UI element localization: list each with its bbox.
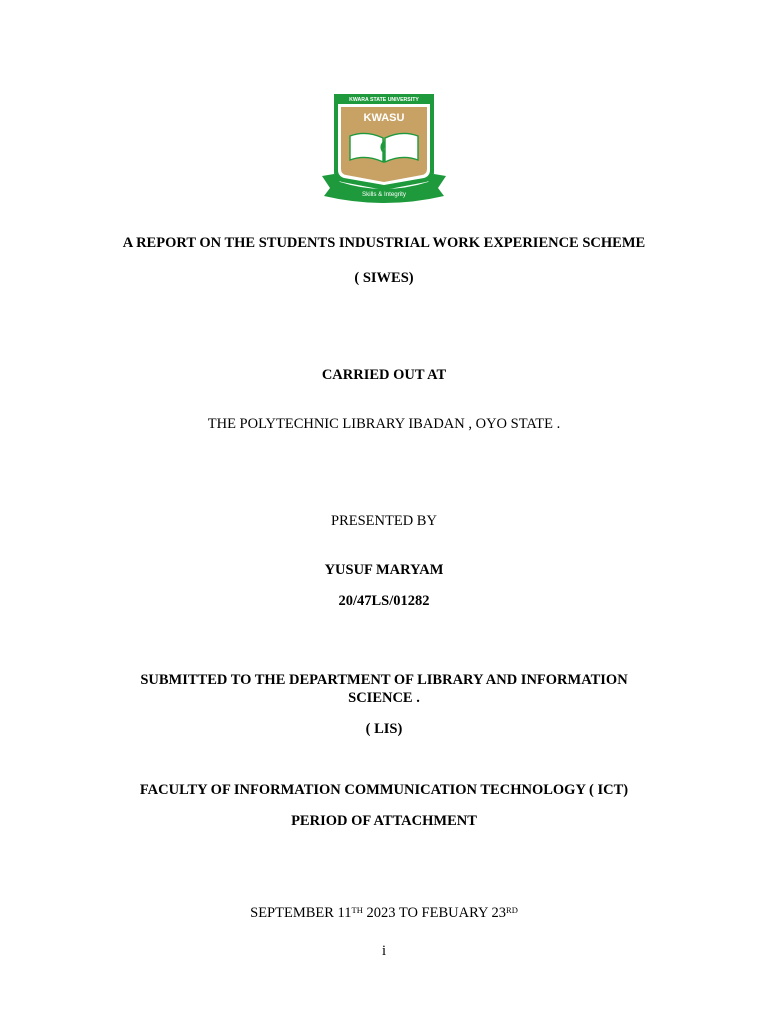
- matric-number: 20/47LS/01282: [338, 593, 430, 609]
- page-number: i: [381, 943, 387, 959]
- student-name: YUSUF MARYAM: [324, 562, 444, 578]
- attachment-dates: [0, 904, 768, 922]
- period-label: PERIOD OF ATTACHMENT: [291, 813, 477, 829]
- logo-motto: Skills & Integrity: [361, 191, 407, 198]
- placement-location: THE POLYTECHNIC LIBRARY IBADAN , OYO STATE .: [207, 416, 561, 432]
- start-date: SEPTEMBER 11: [250, 905, 352, 921]
- logo-top-text: KWARA STATE UNIVERSITY: [349, 97, 419, 103]
- faculty-text: FACULTY OF INFORMATION COMMUNICATION TECHNOLOGY ( ICT): [139, 782, 629, 798]
- logo-name: KWASU: [363, 112, 405, 124]
- submitted-to-text: SUBMITTED TO THE DEPARTMENT OF LIBRARY AND INFORMATION SCIENCE .: [140, 672, 628, 706]
- report-title: A REPORT ON THE STUDENTS INDUSTRIAL WORK EXPERIENCE SCHEME: [122, 235, 646, 251]
- end-date: 2023 TO FEBUARY 23: [362, 905, 507, 921]
- presented-by-label: PRESENTED BY: [331, 513, 437, 529]
- department-abbrev: ( LIS): [365, 721, 403, 737]
- start-date-suffix: TH: [351, 905, 363, 915]
- report-subtitle: ( SIWES): [354, 270, 414, 286]
- carried-out-label: CARRIED OUT AT: [321, 367, 447, 383]
- kwasu-logo: [320, 92, 448, 204]
- end-date-suffix: RD: [506, 905, 518, 915]
